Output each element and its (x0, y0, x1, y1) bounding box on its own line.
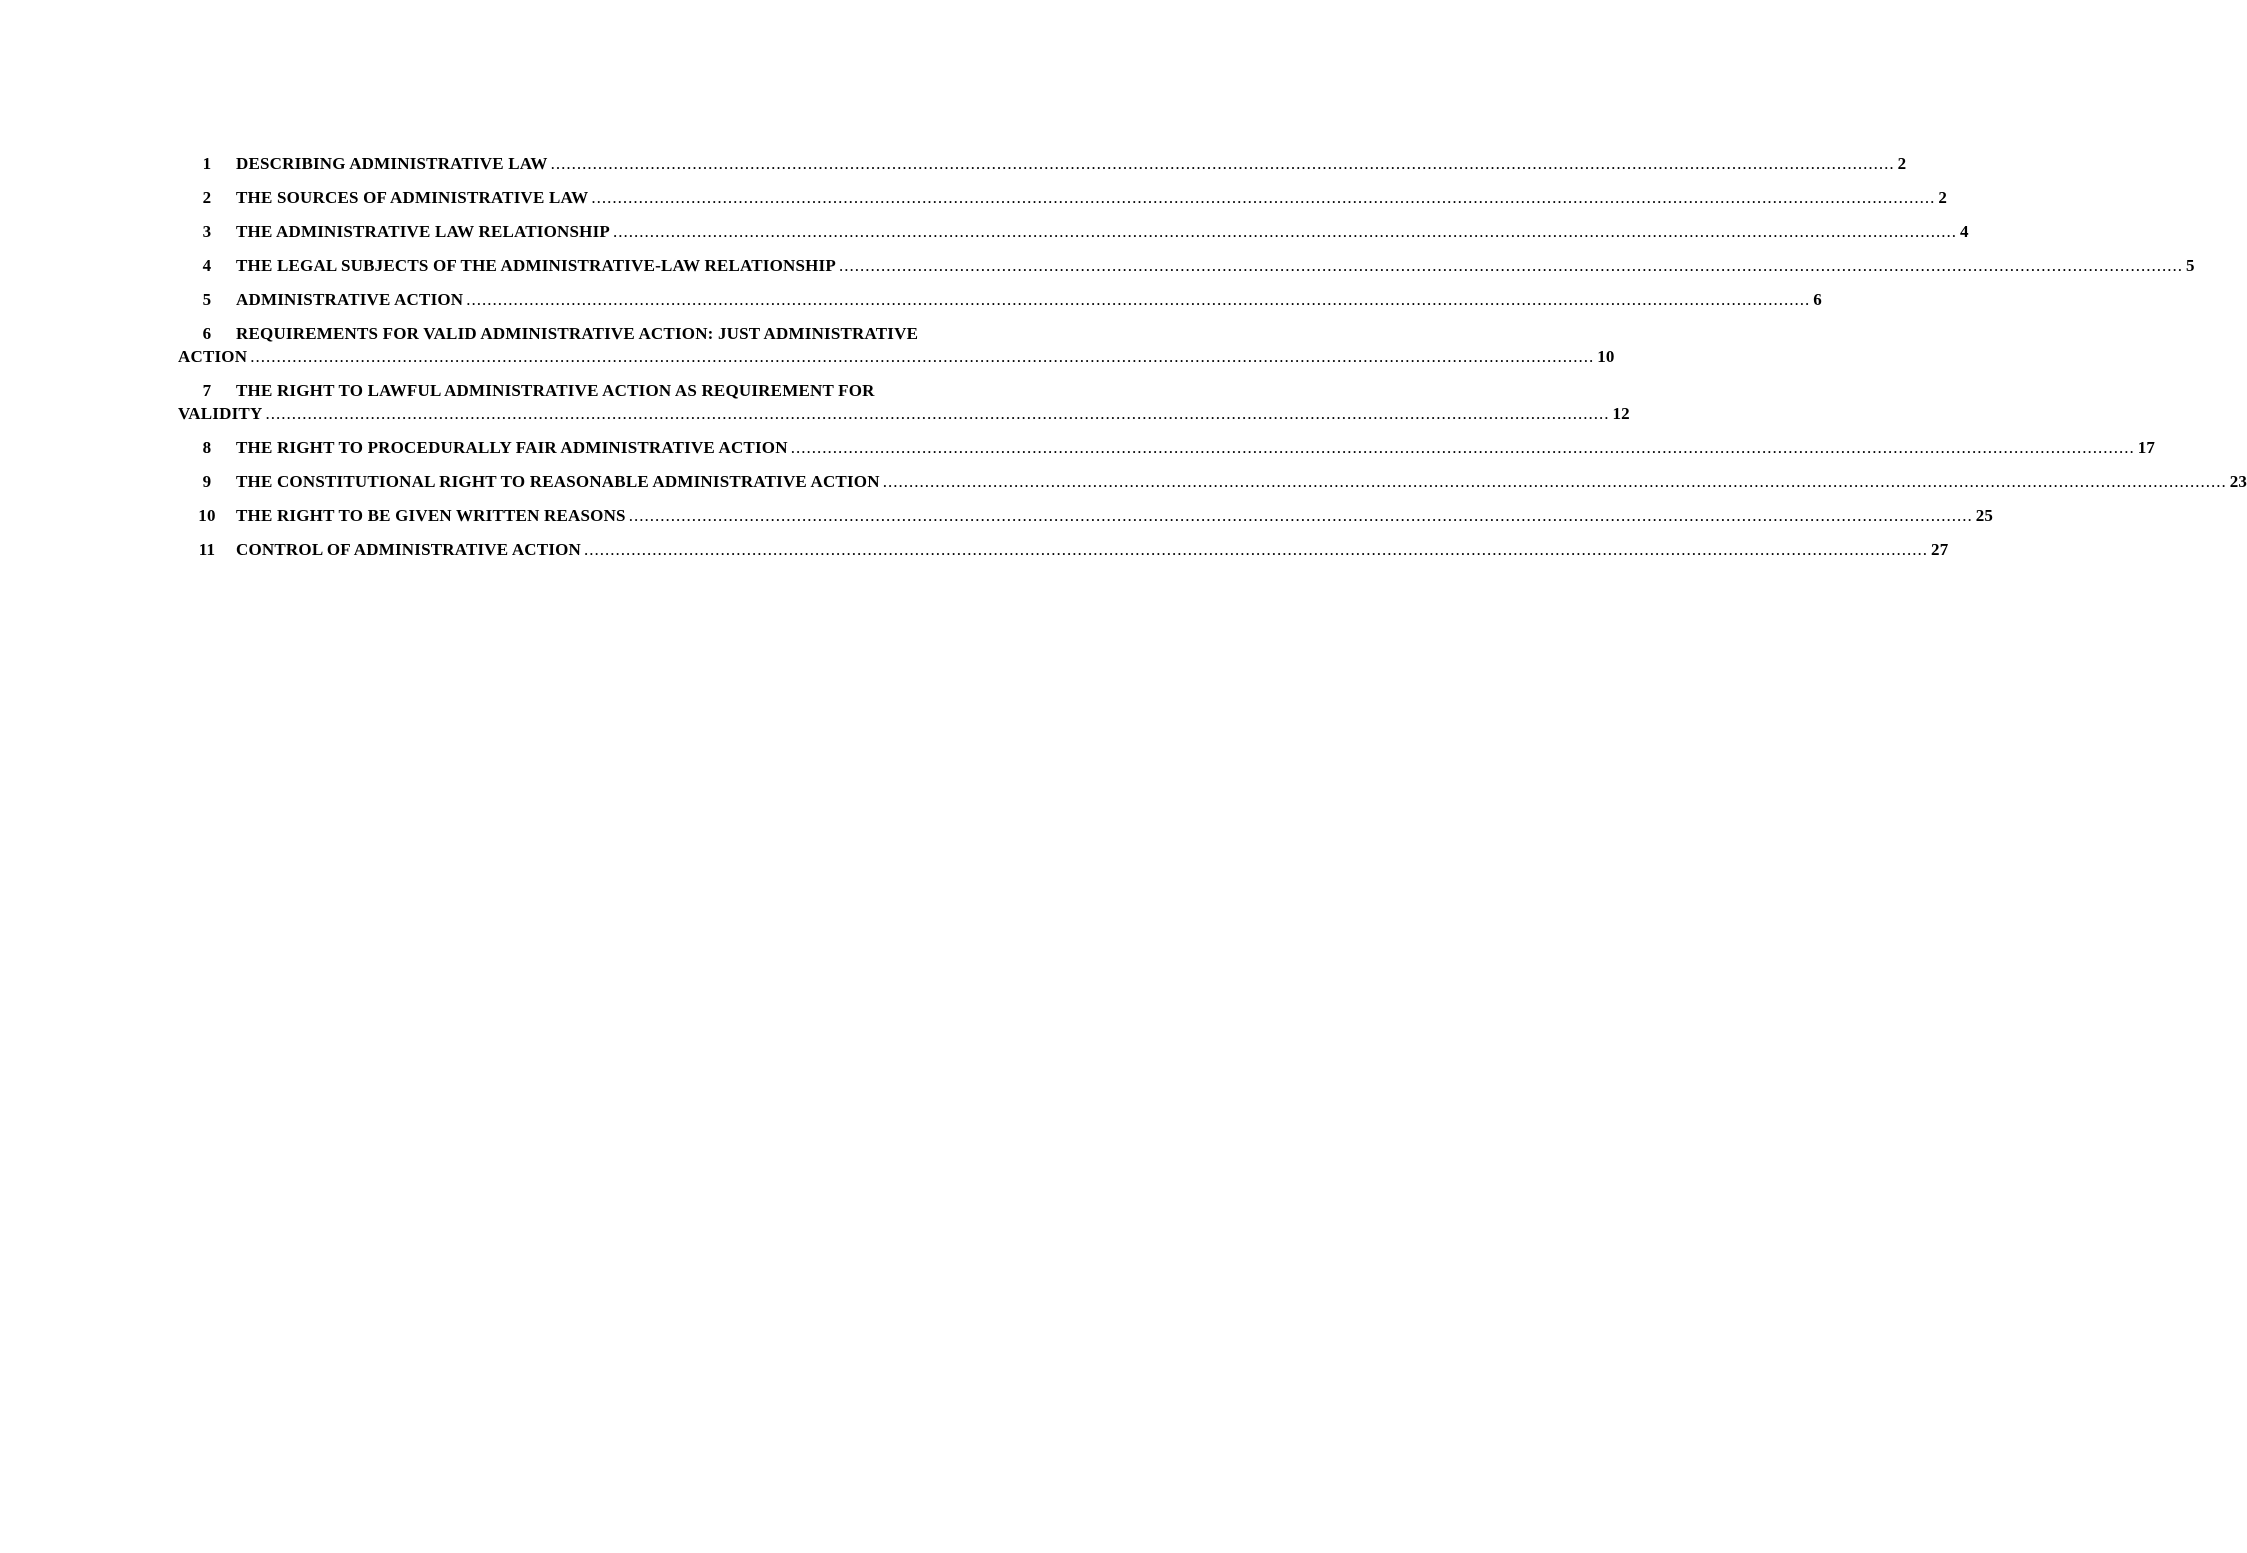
toc-entry-page: 10 (1597, 347, 1615, 366)
toc-entry-6[interactable] (178, 322, 1615, 368)
toc-entry-number: 6 (202, 324, 212, 343)
toc-entry-title: THE RIGHT TO BE GIVEN WRITTEN REASONS (236, 506, 626, 525)
toc-entry-title: THE RIGHT TO PROCEDURALLY FAIR ADMINISTRATIVE ACTION (236, 438, 788, 457)
toc-entry-page: 4 (1960, 222, 1969, 241)
dot-leader (629, 504, 1973, 527)
toc-entry-9[interactable] (178, 470, 2247, 493)
table-of-contents (178, 152, 2247, 572)
toc-entry-8[interactable] (178, 436, 2156, 459)
dot-leader (839, 254, 2183, 277)
toc-entry-title: THE LEGAL SUBJECTS OF THE ADMINISTRATIVE-LAW RELATIONSHIP (236, 256, 836, 275)
dot-leader (250, 345, 1594, 368)
toc-entry-number: 9 (202, 472, 212, 491)
toc-entry-3[interactable] (178, 220, 1969, 243)
toc-entry-page: 6 (1813, 290, 1822, 309)
toc-entry-number: 5 (202, 290, 212, 309)
dot-leader (883, 470, 2227, 493)
dot-leader (466, 288, 1810, 311)
toc-entry-number: 2 (202, 188, 212, 207)
dot-leader (613, 220, 1957, 243)
toc-entry-title: REQUIREMENTS FOR VALID ADMINISTRATIVE ACTION: JUST ADMINISTRATIVE (236, 324, 919, 343)
toc-entry-11[interactable] (178, 538, 1949, 561)
toc-entry-title: THE SOURCES OF ADMINISTRATIVE LAW (236, 188, 589, 207)
dot-leader (551, 152, 1895, 175)
toc-entry-2[interactable] (178, 186, 1948, 209)
toc-entry-title-continuation: VALIDITY (178, 404, 263, 423)
toc-entry-10[interactable] (178, 504, 1994, 527)
toc-entry-4[interactable] (178, 254, 2195, 277)
toc-entry-7[interactable] (178, 379, 1630, 425)
toc-entry-page: 12 (1612, 404, 1630, 423)
toc-entry-title: DESCRIBING ADMINISTRATIVE LAW (236, 154, 548, 173)
toc-entry-title: THE CONSTITUTIONAL RIGHT TO REASONABLE ADMINISTRATIVE ACTION (236, 472, 880, 491)
dot-leader (591, 186, 1935, 209)
toc-entry-number: 7 (202, 381, 212, 400)
toc-entry-page: 2 (1938, 188, 1948, 207)
toc-entry-number: 8 (202, 438, 212, 457)
toc-entry-number: 10 (198, 506, 216, 525)
toc-entry-title: THE RIGHT TO LAWFUL ADMINISTRATIVE ACTION AS REQUIREMENT FOR (236, 381, 875, 400)
toc-entry-5[interactable] (178, 288, 1822, 311)
toc-entry-page: 23 (2229, 472, 2247, 491)
toc-entry-page: 2 (1897, 154, 1907, 173)
toc-entry-1[interactable] (178, 152, 1907, 175)
toc-entry-title: THE ADMINISTRATIVE LAW RELATIONSHIP (236, 222, 611, 241)
toc-entry-number: 4 (202, 256, 212, 275)
dot-leader (265, 402, 1609, 425)
toc-entry-page: 25 (1975, 506, 1994, 525)
toc-entry-title-continuation: ACTION (178, 347, 248, 366)
toc-entry-number: 1 (202, 154, 212, 173)
toc-entry-number: 3 (202, 222, 212, 241)
toc-entry-number: 11 (198, 540, 216, 559)
toc-entry-title: ADMINISTRATIVE ACTION (236, 290, 464, 309)
toc-entry-page: 17 (2137, 438, 2156, 457)
toc-entry-page: 27 (1931, 540, 1949, 559)
toc-entry-page: 5 (2185, 256, 2195, 275)
dot-leader (584, 538, 1928, 561)
toc-entry-title: CONTROL OF ADMINISTRATIVE ACTION (236, 540, 582, 559)
dot-leader (791, 436, 2135, 459)
